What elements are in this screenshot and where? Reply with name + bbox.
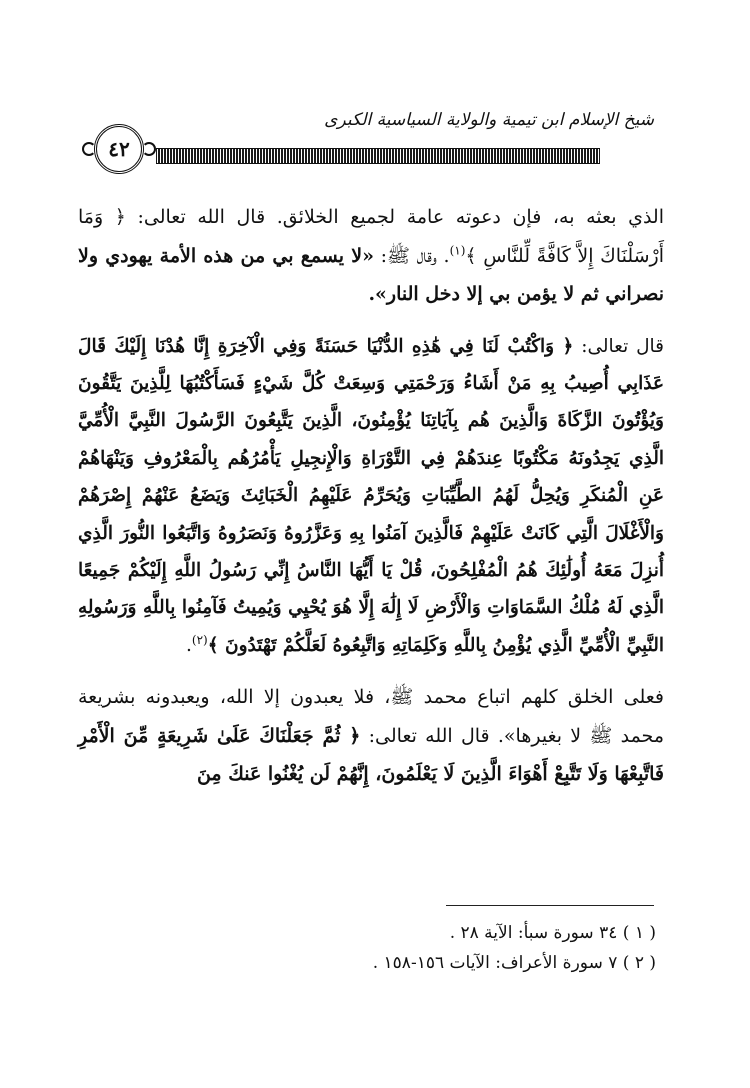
footnote-1: ( ١ ) ٣٤ سورة سبأ: الآية ٢٨ . [449,923,656,943]
paragraph-1-text: الذي بعثه به، فإن دعوته عامة لجميع الخلائق. قال الله تعالى: ﴿ وَمَا أَرْسَلْنَاكَ إِلاَّ كَافَّةً لِّلنَّاسِ ﴾ [78,206,664,267]
paragraph-3-text: فعلى الخلق كلهم اتباع محمد ﷺ، فلا يعبدون إلا الله، ويعبدونه بشريعة محمد ﷺ لا بغيرها». قال الله تعالى: [78,686,664,747]
footnote-ref-2: (٢) [191,632,208,647]
hadith-quote: «لا يسمع بي من هذه الأمة يهودي ولا نصراني ثم لا يؤمن بي إلا دخل النار». [78,244,664,305]
ornament-flourish-right [142,142,156,156]
main-text [78,198,664,808]
quran-verse-jathiya: ﴿ ثُمَّ جَعَلْنَاكَ عَلَىٰ شَرِيعَةٍ مِّنَ الْأَمْرِ فَاتَّبِعْهَا وَلَا تَتَّبِعْ أَهْوَاءَ الَّذِينَ لَا يَعْلَمُونَ، إِنَّهُمْ لَن يُغْنُوا عَنكَ مِنَ [78,724,664,786]
footnote-ref-1: (١) [449,243,466,258]
quran-verse-araf: ﴿ وَاكْتُبْ لَنَا فِي هَٰذِهِ الدُّنْيَا حَسَنَةً وَفِي الْآخِرَةِ إِنَّا هُدْنَا إِلَيْكَ قَالَ عَذَابِي أُصِيبُ بِهِ مَنْ أَشَاءُ وَرَحْمَتِي وَسِعَتْ كُلَّ شَيْءٍ فَسَأَكْتُبُهَا لِلَّذِينَ يَتَّقُونَ وَيُؤْتُونَ الزَّكَاةَ وَالَّذِينَ هُم بِآيَاتِنَا يُؤْمِنُونَ، الَّذِينَ يَتَّبِعُونَ الرَّسُولَ النَّبِيَّ الْأُمِّيَّ الَّذِي يَجِدُونَهُ مَكْتُوبًا عِندَهُمْ فِي التَّوْرَاةِ وَالْإِنجِيلِ يَأْمُرُهُم بِالْمَعْرُوفِ وَيَنْهَاهُمْ عَنِ الْمُنكَرِ وَيُحِلُّ لَهُمُ الطَّيِّبَاتِ وَيُحَرِّمُ عَلَيْهِمُ الْخَبَائِثَ وَيَضَعُ عَنْهُمْ إِصْرَهُمْ وَالْأَغْلَالَ الَّتِي كَانَتْ عَلَيْهِمْ فَالَّذِينَ آمَنُوا بِهِ وَعَزَّرُوهُ وَنَصَرُوهُ وَاتَّبَعُوا النُّورَ الَّذِي أُنزِلَ مَعَهُ أُولَٰئِكَ هُمُ الْمُفْلِحُونَ، قُلْ يَا أَيُّهَا النَّاسُ إِنِّي رَسُولُ اللَّهِ إِلَيْكُمْ جَمِيعًا الَّذِي لَهُ مُلْكُ السَّمَاوَاتِ وَالْأَرْضِ لَا إِلَٰهَ إِلَّا هُوَ يُحْيِي وَيُمِيتُ فَآمِنُوا بِاللَّهِ وَرَسُولِهِ النَّبِيِّ الْأُمِّيِّ الَّذِي يُؤْمِنُ بِاللَّهِ وَكَلِمَاتِهِ وَاتَّبِعُوهُ لَعَلَّكُمْ تَهْتَدُونَ ﴾ [78,335,664,656]
paragraph-2-intro: قال تعالى: [573,335,664,357]
page-header [80,104,660,188]
paragraph-2 [78,328,664,665]
paragraph-3 [78,678,664,794]
footnote-2: ( ٢ ) ٧ سورة الأعراف: الآيات ١٥٦-١٥٨ . [372,953,656,973]
paragraph-1-text-cont: . وقال ﷺ: [373,244,450,267]
paragraph-1 [78,198,664,314]
header-rule [80,148,600,164]
running-title: شيخ الإسلام ابن تيمية والولاية السياسية الكبرى [324,110,654,130]
footnotes [78,918,656,978]
page-number: ٤٢ [94,124,144,174]
page-number-badge [80,120,156,188]
paragraph-2-end: . [186,634,192,656]
footnote-divider [446,905,654,906]
